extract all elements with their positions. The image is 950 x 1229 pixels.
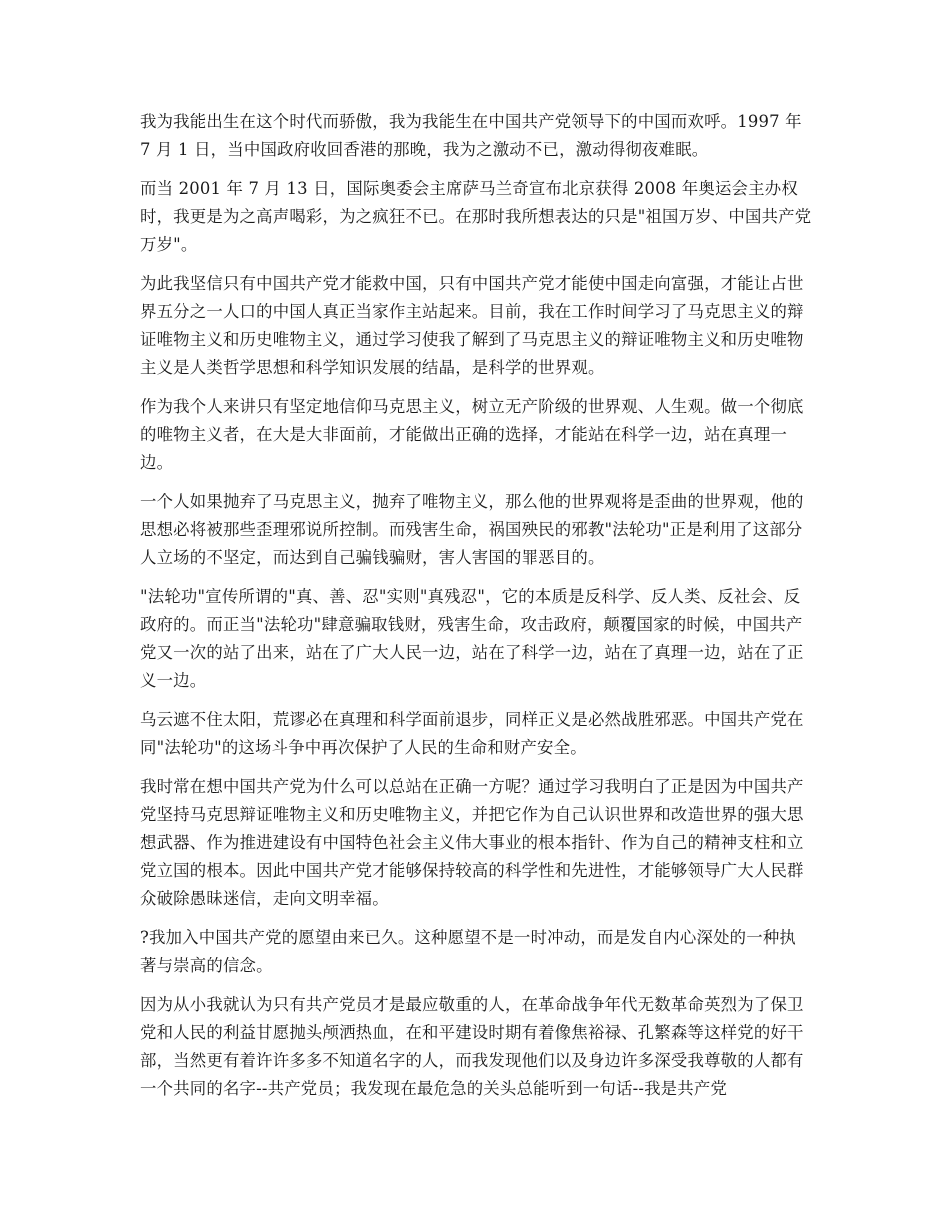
paragraph-2: 而当 2001 年 7 月 13 日，国际奥委会主席萨马兰奇宣布北京获得 2008 年奥运会主办权时，我更是为之高声喝彩，为之疯狂不已。在那时我所想表达的只是"祖国万岁、中国共产党万岁"。 <box>140 179 812 254</box>
paragraph-9: ?我加入中国共产党的愿望由来已久。这种愿望不是一时冲动，而是发自内心深处的一种执著与崇高的信念。 <box>140 928 797 975</box>
paragraph-1: 我为我能出生在这个时代而骄傲，我为我能生在中国共产党领导下的中国而欢呼。1997 年 7 月 1 日，当中国政府收回香港的那晚，我为之激动不已，激动得彻夜难眠。 <box>140 112 802 159</box>
paragraph-8: 我时常在想中国共产党为什么可以总站在正确一方呢？通过学习我明白了正是因为中国共产党坚持马克思辩证唯物主义和历史唯物主义，并把它作为自己认识世界和改造世界的强大思想武器、作为推进建设有中国特色社会主义伟大事业的根本指针、作为自己的精神支柱和立党立国的根本。因此中国共产党才能够保持较高的科学性和先进性，才能够领导广大人民群众破除愚昧迷信，走向文明幸福。 <box>140 777 804 908</box>
paragraph-6: "法轮功"宣传所谓的"真、善、忍"实则"真残忍"，它的本质是反科学、反人类、反社会、反政府的。而正当"法轮功"肆意骗取钱财，残害生命，攻击政府，颠覆国家的时候，中国共产党又一次的站了出来，站在了广大人民一边，站在了科学一边，站在了真理一边，站在了正义一边。 <box>140 587 804 690</box>
paragraph-10: 因为从小我就认为只有共产党员才是最应敬重的人，在革命战争年代无数革命英烈为了保卫党和人民的利益甘愿抛头颅洒热血，在和平建设时期有着像焦裕禄、孔繁森等这样党的好干部，当然更有着许许多多不知道名字的人，而我发现他们以及身边许多深受我尊敬的人都有一个共同的名字--共产党员；我发现在最危急的关头总能听到一句话--我是共产党 <box>140 995 804 1098</box>
paragraph-5: 一个人如果抛弃了马克思主义，抛弃了唯物主义，那么他的世界观将是歪曲的世界观，他的思想必将被那些歪理邪说所控制。而残害生命，祸国殃民的邪教"法轮功"正是利用了这部分人立场的不坚定，而达到自己骗钱骗财，害人害国的罪恶目的。 <box>140 492 804 567</box>
paragraph-7: 乌云遮不住太阳，荒谬必在真理和科学面前退步，同样正义是必然战胜邪恶。中国共产党在同"法轮功"的这场斗争中再次保护了人民的生命和财产安全。 <box>140 710 804 757</box>
document-body <box>140 108 812 1114</box>
paragraph-3: 为此我坚信只有中国共产党才能救中国，只有中国共产党才能使中国走向富强，才能让占世界五分之一人口的中国人真正当家作主站起来。目前，我在工作时间学习了马克思主义的辩证唯物主义和历史唯物主义，通过学习使我了解到了马克思主义的辩证唯物主义和历史唯物主义是人类哲学思想和科学知识发展的结晶，是科学的世界观。 <box>140 274 804 377</box>
paragraph-4: 作为我个人来讲只有坚定地信仰马克思主义，树立无产阶级的世界观、人生观。做一个彻底的唯物主义者，在大是大非面前，才能做出正确的选择，才能站在科学一边，站在真理一边。 <box>140 397 804 472</box>
